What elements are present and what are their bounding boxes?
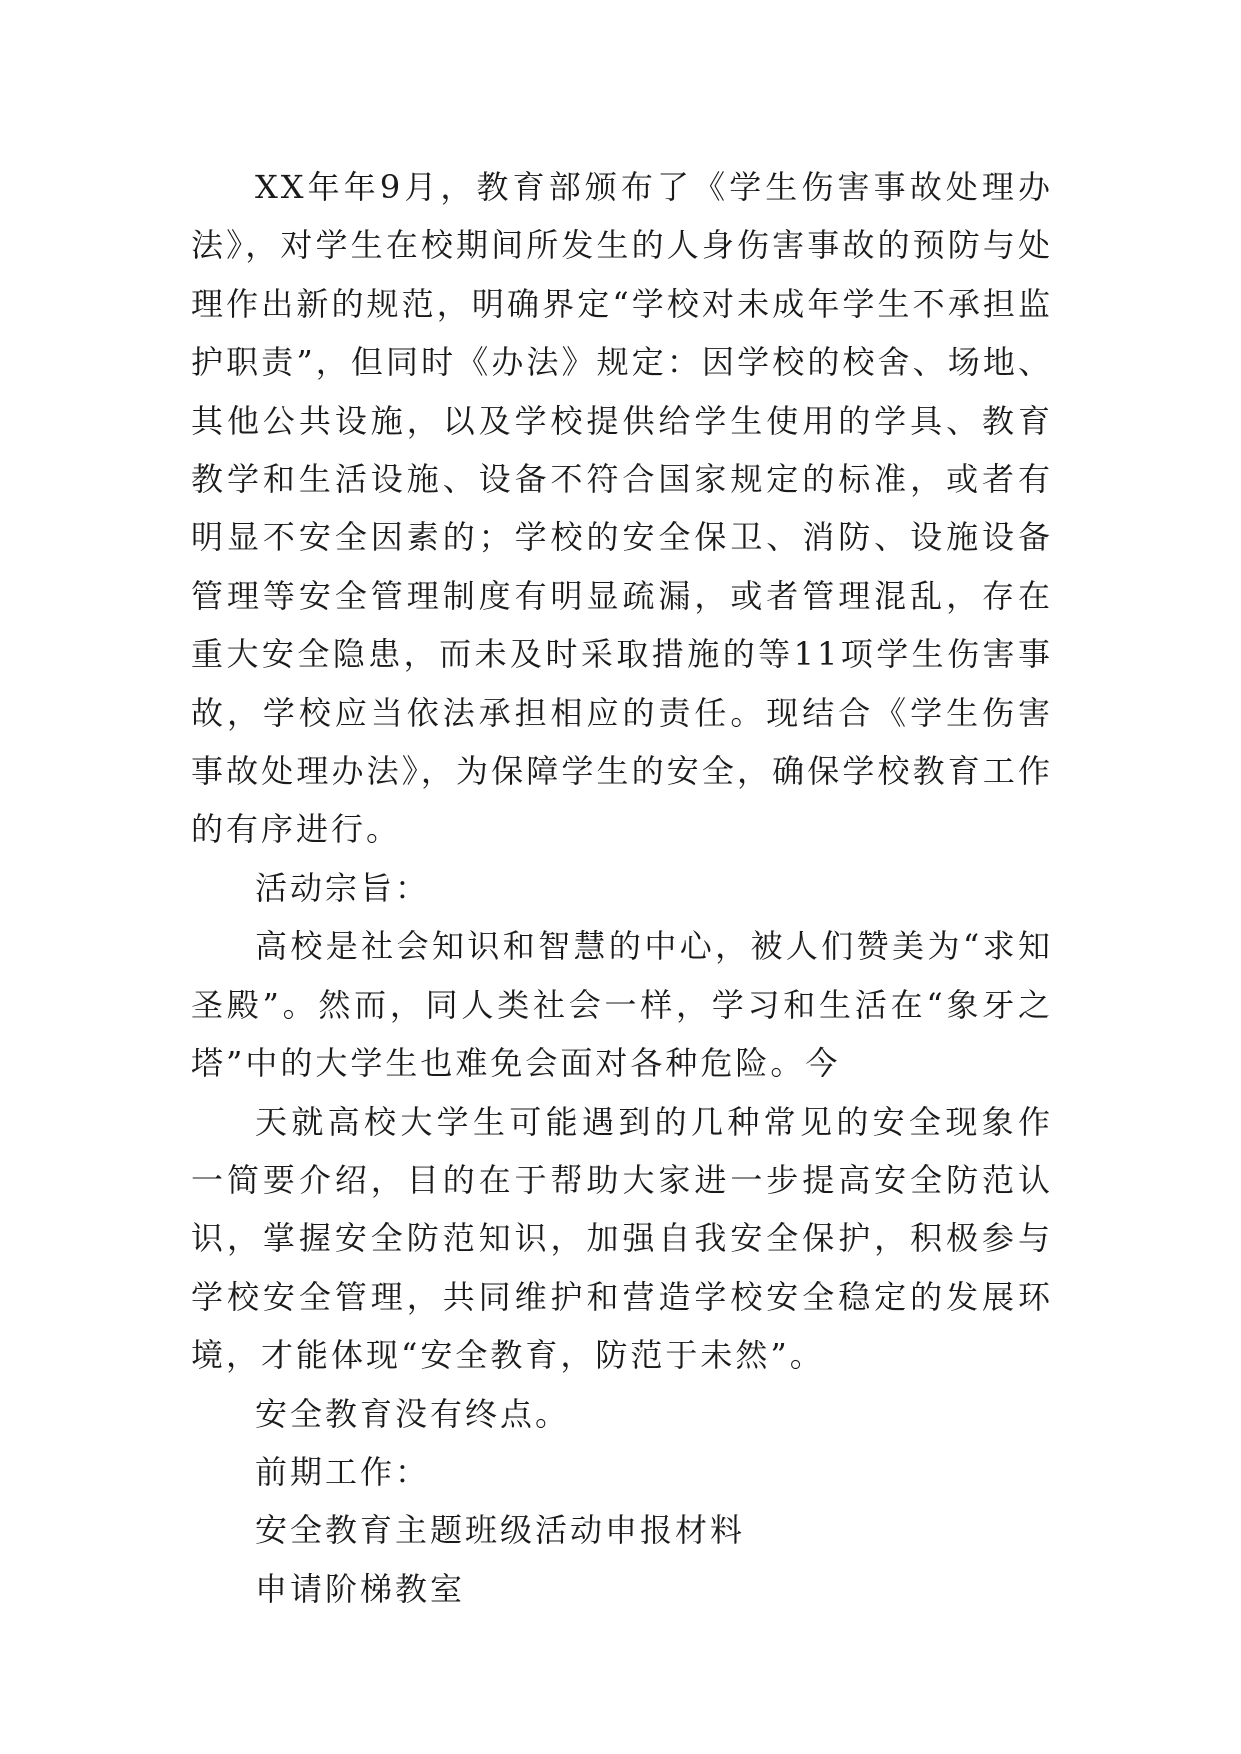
paragraph-no-end: 安全教育没有终点。 <box>255 1394 571 1433</box>
paragraph-regulation-intro: XX年年9月，教育部颁布了《学生伤害事故处理办法》，对学生在校期间所发生的人身伤害事故的预防与处理作出新的规范，明确界定“学校对未成年学生不承担监护职责”，但同时《办法》规定：因学校的校舍、场地、其他公共设施，以及学校提供给学生使用的学具、教育教学和生活设施、设备不符合国家规定的标准，或者有明显不安全因素的；学校的安全保卫、消防、设施设备管理等安全管理制度有明显疏漏，或者管理混乱，存在重大安全隐患，而未及时采取措施的等11项学生伤害事故，学校应当依法承担相应的责任。现结合《学生伤害事故处理办法》，为保障学生的安全，确保学校教育工作的有序进行。 <box>191 168 1053 849</box>
paragraph-university-risks: 高校是社会知识和智慧的中心，被人们赞美为“求知圣殿”。然而，同人类社会一样，学习和生活在“象牙之塔”中的大学生也难免会面对各种危险。今 <box>191 927 1053 1083</box>
paragraph-activity-purpose-heading: 活动宗旨： <box>255 868 431 907</box>
paragraph-safety-introduction: 天就高校大学生可能遇到的几种常见的安全现象作一简要介绍，目的在于帮助大家进一步提高安全防范认识，掌握安全防范知识，加强自我安全保护，积极参与学校安全管理，共同维护和营造学校安全稳定的发展环境，才能体现“安全教育，防范于未然”。 <box>191 1102 1053 1375</box>
paragraph-application-materials: 安全教育主题班级活动申报材料 <box>255 1511 746 1550</box>
document-body <box>191 158 1053 1618</box>
paragraph-preliminary-work-heading: 前期工作： <box>255 1452 431 1491</box>
paragraph-apply-classroom: 申请阶梯教室 <box>255 1569 466 1608</box>
